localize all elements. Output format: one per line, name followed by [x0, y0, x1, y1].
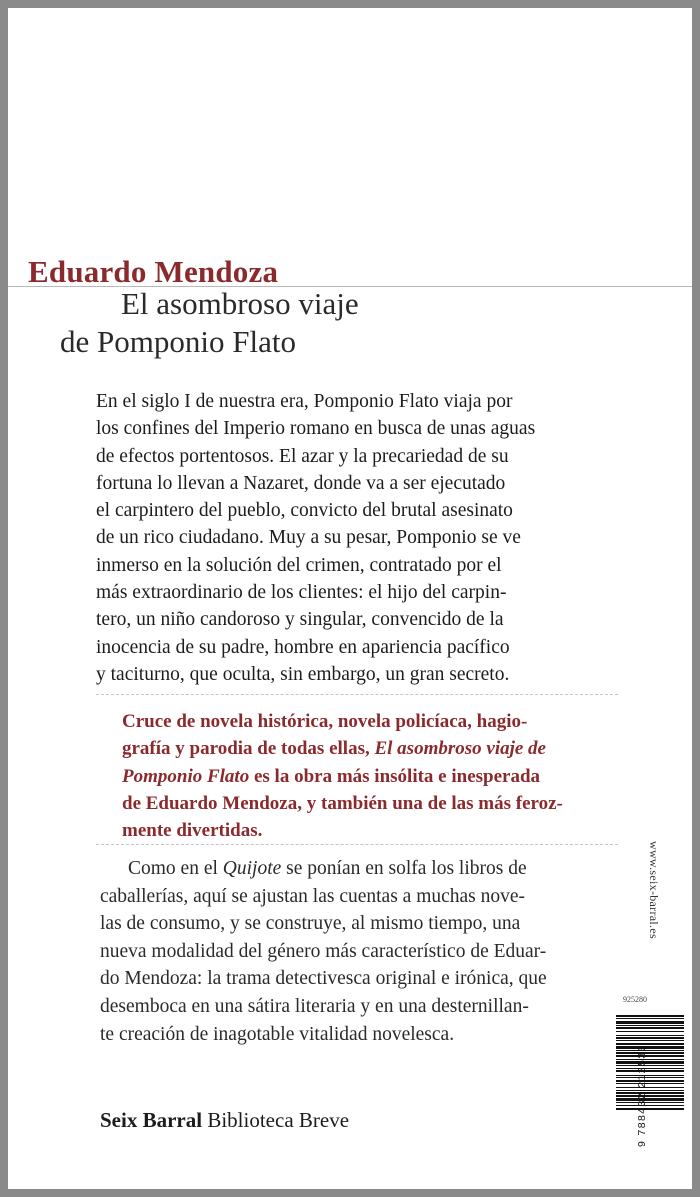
synopsis-line: inocencia de su padre, hombre en apariencia pacífico — [96, 636, 510, 658]
commentary-line: caballerías, aquí se ajustan las cuentas a muchas nove- — [100, 885, 526, 907]
barcode-bar — [616, 1050, 684, 1051]
barcode-bar — [616, 1098, 684, 1101]
barcode-bar — [616, 1015, 684, 1017]
synopsis-line: los confines del Imperio romano en busca de unas aguas — [96, 418, 536, 440]
synopsis-line: fortuna lo llevan a Nazaret, donde va a ser ejecutado — [96, 472, 506, 494]
highlight-line: de Eduardo Mendoza, y también una de las más feroz- — [122, 792, 563, 814]
commentary-line: desemboca en una sátira literaria y en una desternillan- — [100, 995, 529, 1017]
barcode-bar — [616, 1075, 684, 1076]
isbn-digits: 9 788432 212536 — [636, 1044, 648, 1147]
barcode-bar — [616, 1040, 684, 1041]
barcode-bar — [616, 1031, 684, 1032]
synopsis-line: el carpintero del pueblo, convicto del brutal asesinato — [96, 500, 513, 522]
commentary-line: do Mendoza: la trama detectivesca original e irónica, que — [100, 968, 547, 990]
publisher-name: Seix Barral — [100, 1108, 203, 1132]
isbn-barcode — [616, 1015, 684, 1143]
book-title-line-2: de Pomponio Flato — [60, 324, 296, 359]
section-divider — [96, 844, 618, 845]
synopsis-line: de efectos portentosos. El azar y la precariedad de su — [96, 445, 509, 467]
commentary-line: las de consumo, y se construye, al mismo tiempo, una — [100, 913, 521, 935]
barcode-bar — [616, 1065, 684, 1066]
barcode-bar — [616, 1018, 684, 1019]
barcode-bar — [616, 1087, 684, 1088]
commentary-text: se ponían en solfa los libros de — [281, 858, 527, 879]
barcode-bar — [616, 1052, 684, 1054]
barcode-bar — [616, 1092, 684, 1094]
synopsis-line: inmerso en la solución del crimen, contratado por el — [96, 554, 502, 576]
barcode-bar — [616, 1035, 684, 1036]
barcode-bar — [616, 1037, 684, 1039]
synopsis-line: de un rico ciudadano. Muy a su pesar, Pomponio se ve — [96, 527, 521, 549]
barcode-bar — [616, 1070, 684, 1072]
highlight-italic-title: El asombroso viaje de — [374, 738, 546, 760]
barcode-bar — [616, 1027, 684, 1029]
barcode-bar — [616, 1068, 684, 1069]
author-name: Eduardo Mendoza — [28, 254, 279, 289]
barcode-bar — [616, 1090, 684, 1091]
synopsis-line: más extraordinario de los clientes: el hijo del carpin- — [96, 582, 507, 604]
barcode-bar — [616, 1083, 684, 1084]
barcode-bar — [616, 1077, 684, 1078]
synopsis-line: y taciturno, que oculta, sin embargo, un gran secreto. — [96, 663, 510, 685]
product-code: 925280 — [623, 995, 647, 1004]
highlight-line: mente divertidas. — [122, 820, 263, 842]
synopsis-line: tero, un niño candoroso y singular, convencido de la — [96, 609, 504, 631]
book-back-cover — [8, 8, 692, 1189]
barcode-bar — [616, 1046, 684, 1049]
barcode-bar — [616, 1021, 684, 1024]
commentary-text: Como en el — [128, 858, 223, 879]
barcode-bar — [616, 1025, 684, 1026]
synopsis-paragraph — [96, 388, 628, 688]
commentary-line: nueva modalidad del género más característico de Eduar- — [100, 940, 547, 962]
barcode-bar — [616, 1055, 684, 1057]
commentary-italic-title: Quijote — [222, 858, 282, 879]
publisher-collection: Biblioteca Breve — [207, 1108, 350, 1132]
barcode-bar — [616, 1102, 684, 1103]
highlight-italic-title: Pomponio Flato — [122, 765, 250, 787]
publisher-imprint — [100, 1108, 349, 1133]
highlight-paragraph — [122, 708, 622, 844]
book-title-line-1: El asombroso viaje — [121, 286, 359, 321]
barcode-bar — [616, 1061, 684, 1064]
barcode-bar — [616, 1108, 684, 1110]
highlight-line: Cruce de novela histórica, novela policíaca, hagio- — [122, 711, 528, 732]
highlight-line — [122, 735, 622, 762]
highlight-text: grafía y parodia de todas ellas, — [122, 738, 375, 760]
section-divider — [96, 694, 618, 695]
barcode-bar — [616, 1043, 684, 1045]
commentary-line: te creación de inagotable vitalidad novelesca. — [100, 1023, 455, 1045]
barcode-bar — [616, 1105, 684, 1106]
commentary-line — [100, 855, 632, 883]
publisher-website: www.seix-barral.es — [647, 841, 661, 939]
barcode-bar — [616, 1080, 684, 1082]
barcode-bar — [616, 1059, 684, 1060]
highlight-text: es la obra más insólita e inesperada — [249, 765, 541, 787]
synopsis-line: En el siglo I de nuestra era, Pomponio Flato viaja por — [96, 391, 513, 412]
barcode-bar — [616, 1095, 684, 1097]
commentary-paragraph — [100, 855, 632, 1048]
highlight-line — [122, 763, 622, 790]
